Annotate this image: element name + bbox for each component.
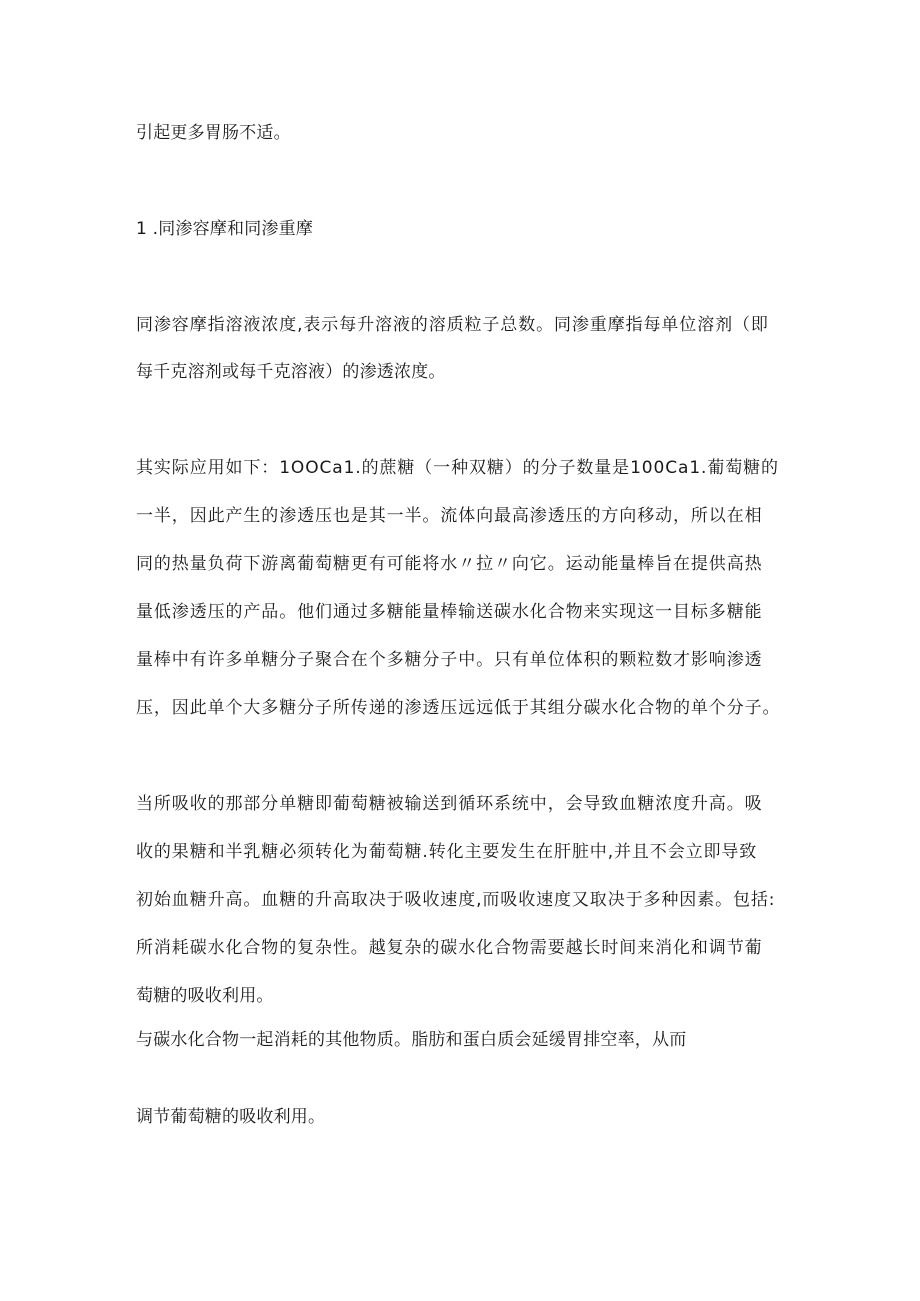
text-line-15: 萄糖的吸收利用。 (136, 986, 274, 1006)
text-line-12: 收的果糖和半乳糖必须转化为葡萄糖.转化主要发生在肝脏中,并且不会立即导致 (136, 842, 758, 862)
text-line-13: 初始血糖升高。血糖的升高取决于吸收速度,而吸收速度又取决于多种因素。包括: (136, 890, 776, 910)
text-line-5: 其实际应用如下：1OOCa1.的蔗糖（一种双糖）的分子数量是100Ca1.葡萄糖的 (136, 458, 779, 478)
text-line-10: 压，因此单个大多糖分子所传递的渗透压远远低于其组分碳水化合物的单个分子。 (136, 698, 781, 718)
text-line-1: 引起更多胃肠不适。 (136, 123, 291, 143)
text-line-6: 一半，因此产生的渗透压也是其一半。流体向最高渗透压的方向移动，所以在相 (136, 506, 763, 526)
text-line-8: 量低渗透压的产品。他们通过多糖能量棒输送碳水化合物来实现这一目标多糖能 (136, 602, 763, 622)
text-line-3: 同渗容摩指溶液浓度,表示每升溶液的溶质粒子总数。同渗重摩指每单位溶剂（即 (136, 315, 769, 335)
text-line-7: 同的热量负荷下游离葡萄糖更有可能将水〃拉〃向它。运动能量棒旨在提供高热 (136, 554, 763, 574)
text-line-16: 与碳水化合物一起消耗的其他物质。脂肪和蛋白质会延缓胃排空率，从而 (136, 1030, 687, 1050)
section-heading: 1 .同渗容摩和同渗重摩 (136, 219, 314, 239)
text-line-17: 调节葡萄糖的吸收利用。 (136, 1107, 326, 1127)
text-line-9: 量棒中有许多单糖分子聚合在个多糖分子中。只有单位体积的颗粒数才影响渗透 (136, 650, 763, 670)
text-line-11: 当所吸收的那部分单糖即葡萄糖被输送到循环系统中，会导致血糖浓度升高。吸 (136, 794, 763, 814)
text-line-14: 所消耗碳水化合物的复杂性。越复杂的碳水化合物需要越长时间来消化和调节葡 (136, 938, 763, 958)
text-line-4: 每千克溶剂或每千克溶液）的渗透浓度。 (136, 362, 446, 382)
